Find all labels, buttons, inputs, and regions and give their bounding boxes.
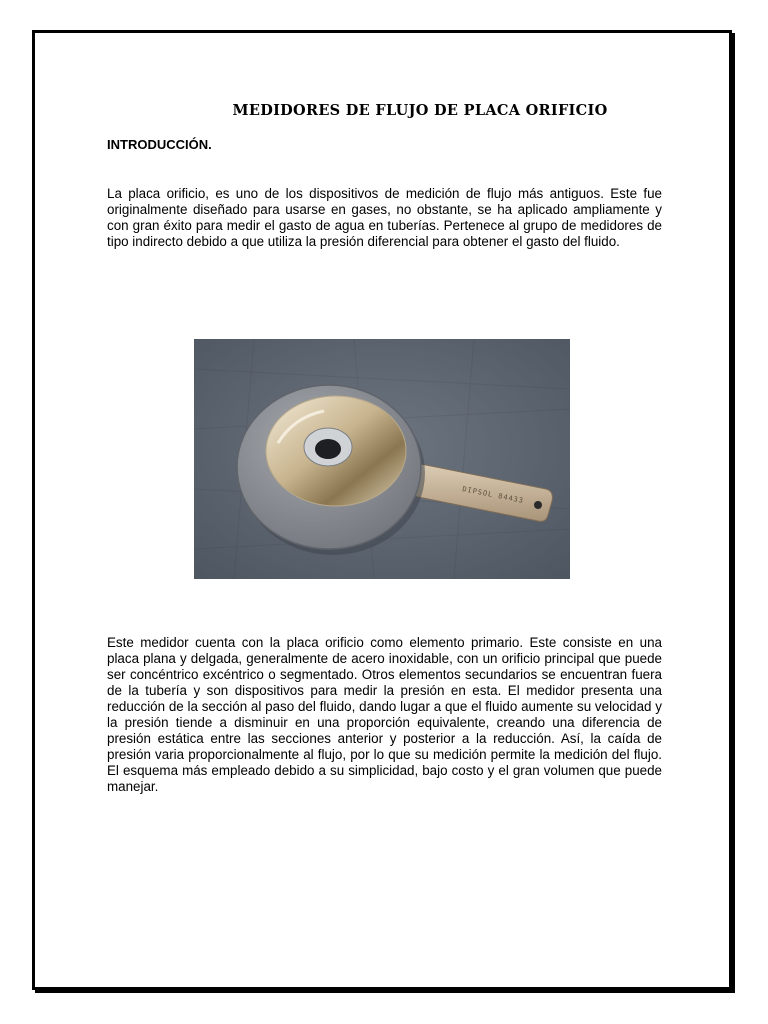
- document-title: MEDIDORES DE FLUJO DE PLACA ORIFICIO: [232, 102, 608, 119]
- paragraph-intro: La placa orificio, es uno de los dispositivos de medición de flujo más antiguos. Este fue originalmente diseñado para usarse en gases, no obstante, se ha aplicado ampliamente y con gran éxito para medir el gasto de agua en tuberías. Pertenece al grupo de medidores de tipo indirecto debido a que utiliza la presión diferencial para obtener el gasto del fluido.: [107, 186, 662, 249]
- section-heading-introduccion: INTRODUCCIÓN.: [107, 137, 212, 152]
- handle-stamp: DIPSOL 84433: [461, 485, 525, 505]
- orifice-plate-photo: [194, 339, 570, 579]
- paragraph-description: Este medidor cuenta con la placa orificio como elemento primario. Este consiste en una placa plana y delgada, generalmente de acero inoxidable, con un orificio principal que puede ser concéntrico excéntrico o segmentado. Otros elementos secundarios se encuentran fuera de la tubería y son dispositivos para medir la presión en esta. El medidor presenta una reducción de la sección al paso del fluido, dando lugar a que el fluido aumente su velocidad y la presión tiende a disminuir en una proporción equivalente, creando una diferencia de presión estática entre las secciones anterior y posterior a la reducción. Así, la caída de presión varia proporcionalmente al flujo, por lo que su medición permite la medición del flujo. El esquema más empleado debido a su simplicidad, bajo costo y el gran volumen que puede manejar.: [107, 635, 662, 794]
